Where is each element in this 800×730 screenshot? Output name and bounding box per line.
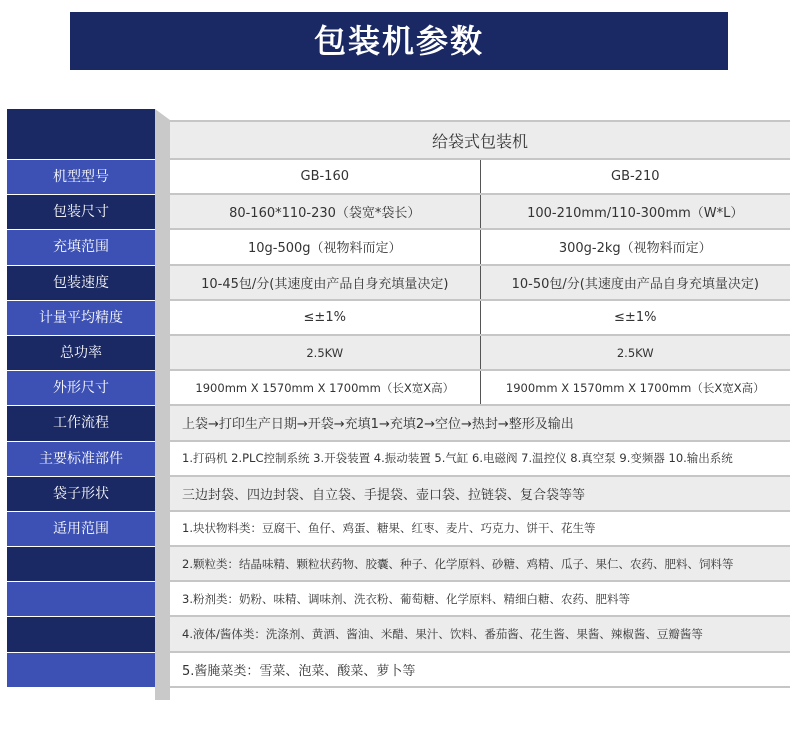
cell: ≤±1% (480, 301, 791, 334)
table-row (170, 160, 790, 195)
cell: 100-210mm/110-300mm（W*L） (480, 195, 791, 228)
label: 外形尺寸 (7, 371, 155, 406)
table-row: 5.酱腌菜类：雪菜、泡菜、酸菜、萝卜等 (170, 653, 790, 688)
label: 适用范围 (7, 512, 155, 547)
label (7, 653, 155, 688)
table-row: 三边封袋、四边封袋、自立袋、手提袋、壶口袋、拉链袋、复合袋等等 (170, 477, 790, 512)
label-header (7, 109, 155, 160)
cell: 10g-500g（视物料而定） (247, 241, 402, 257)
table-row: 1.块状物料类：豆腐干、鱼仔、鸡蛋、糖果、红枣、麦片、巧克力、饼干、花生等 (170, 512, 790, 547)
label: 充填范围 (7, 230, 155, 265)
label-column (7, 109, 155, 688)
label: 工作流程 (7, 406, 155, 441)
page-title: 包装机参数 (70, 12, 728, 70)
table-header: 给袋式包装机 (170, 120, 790, 160)
table-row (170, 371, 790, 406)
label (7, 547, 155, 582)
table-row: 3.粉剂类：奶粉、味精、调味剂、洗衣粉、葡萄糖、化学原料、精细白糖、农药、肥料等 (170, 582, 790, 617)
table-row (170, 230, 790, 265)
cell: 2.5KW (306, 345, 344, 360)
cell: 10-45包/分(其速度由产品自身充填量决定) (201, 276, 449, 292)
table-row (170, 301, 790, 336)
cell: ≤±1% (303, 309, 346, 325)
table-row (170, 195, 790, 230)
cell: GB-210 (480, 160, 791, 193)
label: 包装尺寸 (7, 195, 155, 230)
table-row: 上袋→打印生产日期→开袋→充填1→充填2→空位→热封→整形及输出 (170, 406, 790, 441)
table-row: 1.打码机 2.PLC控制系统 3.开袋装置 4.振动装置 5.气缸 6.电磁阀 7.温控仪 8.真空泵 9.变频器 10.输出系统 (170, 442, 790, 477)
label: 计量平均精度 (7, 301, 155, 336)
cell: 80-160*110-230（袋宽*袋长） (229, 206, 421, 222)
table-row (170, 336, 790, 371)
table-row (170, 266, 790, 301)
table-row: 4.液体/酱体类：洗涤剂、黄酒、酱油、米醋、果汁、饮料、番茄酱、花生酱、果酱、辣椒酱、豆瓣酱等 (170, 617, 790, 652)
label: 主要标准部件 (7, 442, 155, 477)
label: 包装速度 (7, 266, 155, 301)
label: 总功率 (7, 336, 155, 371)
label: 机型型号 (7, 160, 155, 195)
table-row: 2.颗粒类：结晶味精、颗粒状药物、胶囊、种子、化学原料、砂糖、鸡精、瓜子、果仁、农药、肥料、饲料等 (170, 547, 790, 582)
cell: 1900mm X 1570mm X 1700mm（长X宽X高） (195, 380, 455, 395)
cell: 300g-2kg（视物料而定） (480, 230, 791, 263)
label (7, 617, 155, 652)
label: 袋子形状 (7, 477, 155, 512)
decor-strip (155, 120, 170, 700)
decor-strip-top (155, 109, 170, 120)
spec-table (170, 120, 790, 688)
label (7, 582, 155, 617)
cell: 10-50包/分(其速度由产品自身充填量决定) (480, 266, 791, 299)
cell: 1900mm X 1570mm X 1700mm（长X宽X高） (480, 371, 791, 404)
cell: 2.5KW (480, 336, 791, 369)
cell: GB-160 (300, 169, 349, 185)
